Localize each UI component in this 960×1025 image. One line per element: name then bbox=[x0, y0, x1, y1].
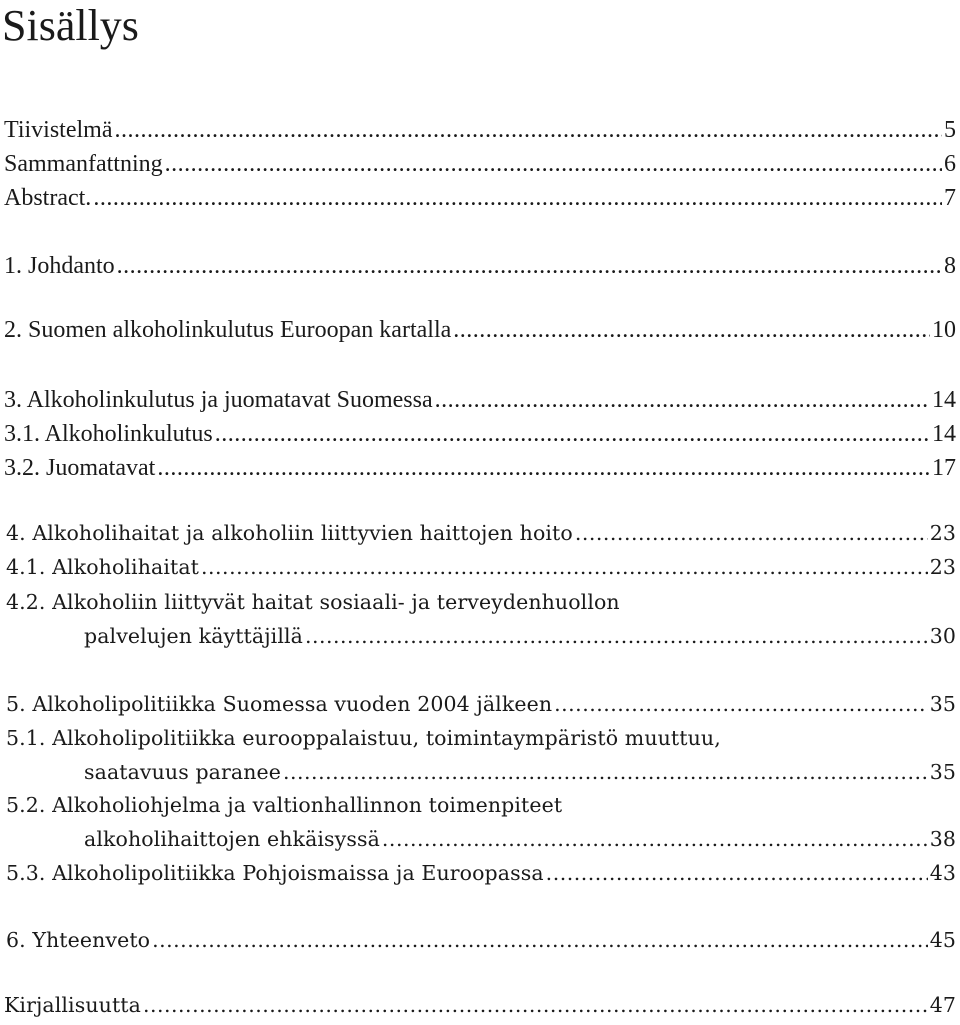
toc-entry-section-5-1[interactable] bbox=[84, 755, 956, 789]
dot-leader bbox=[546, 856, 928, 890]
toc-entry-section-5-2-first-line[interactable]: 5.2. Alkoholiohjelma ja valtionhallinnon toimenpiteet bbox=[6, 793, 563, 817]
toc-entry-page: 17 bbox=[932, 455, 956, 481]
toc-entry-section-4-1[interactable] bbox=[6, 550, 956, 584]
toc-entry-chapter-3[interactable] bbox=[4, 383, 956, 417]
toc-entry-chapter-6[interactable] bbox=[6, 923, 956, 957]
toc-entry-section-4-2[interactable] bbox=[84, 619, 956, 653]
toc-entry-label: Abstract. bbox=[4, 185, 92, 211]
toc-entry-page: 6 bbox=[944, 151, 956, 177]
toc-entry-page: 14 bbox=[932, 421, 956, 447]
toc-entry-page: 14 bbox=[932, 387, 956, 413]
toc-entry-label: 5.3. Alkoholipolitiikka Pohjoismaissa ja Euroopassa bbox=[6, 861, 544, 885]
toc-entry-label: 6. Yhteenveto bbox=[6, 928, 151, 952]
dot-leader bbox=[575, 516, 928, 550]
toc-entry-label: Sammanfattning bbox=[4, 151, 163, 177]
toc-entry-page: 23 bbox=[929, 555, 956, 579]
dot-leader bbox=[143, 988, 928, 1022]
toc-entry-label: Kirjallisuutta bbox=[4, 993, 141, 1017]
toc-entry-sammanfattning[interactable] bbox=[4, 147, 956, 181]
dot-leader bbox=[554, 687, 928, 721]
toc-entry-label: saatavuus paranee bbox=[84, 760, 281, 784]
toc-entry-section-5-2[interactable] bbox=[84, 822, 956, 856]
toc-entry-section-3-2[interactable] bbox=[4, 451, 956, 485]
toc-entry-page: 8 bbox=[944, 253, 956, 279]
toc-entry-kirjallisuutta[interactable] bbox=[4, 988, 956, 1022]
toc-entry-page: 23 bbox=[929, 521, 956, 545]
dot-leader bbox=[114, 113, 942, 147]
toc-entry-page: 35 bbox=[929, 760, 956, 784]
dot-leader bbox=[165, 147, 942, 181]
toc-entry-tiivistelma[interactable] bbox=[4, 113, 956, 147]
dot-leader bbox=[283, 755, 928, 789]
dot-leader bbox=[453, 313, 930, 347]
dot-leader bbox=[152, 923, 928, 957]
toc-entry-label: 5. Alkoholipolitiikka Suomessa vuoden 2004 jälkeen bbox=[6, 692, 553, 716]
dot-leader bbox=[435, 383, 930, 417]
toc-entry-section-4-2-first-line[interactable]: 4.2. Alkoholiin liittyvät haitat sosiaali- ja terveydenhuollon bbox=[6, 590, 620, 614]
toc-entry-page: 7 bbox=[944, 185, 956, 211]
toc-entry-label: 3.1. Alkoholinkulutus bbox=[4, 421, 213, 447]
toc-entry-page: 47 bbox=[929, 993, 956, 1017]
toc-entry-label: palvelujen käyttäjillä bbox=[84, 624, 303, 648]
dot-leader bbox=[201, 550, 928, 584]
toc-entry-johdanto[interactable] bbox=[4, 249, 956, 283]
toc-entry-section-3-1[interactable] bbox=[4, 417, 956, 451]
toc-entry-label: alkoholihaittojen ehkäisyssä bbox=[84, 827, 380, 851]
toc-entry-chapter-2[interactable] bbox=[4, 313, 956, 347]
toc-entry-chapter-5[interactable] bbox=[6, 687, 956, 721]
toc-entry-page: 45 bbox=[929, 928, 956, 952]
dot-leader bbox=[93, 181, 942, 215]
dot-leader bbox=[215, 417, 930, 451]
toc-entry-label: 2. Suomen alkoholinkulutus Euroopan kartalla bbox=[4, 317, 452, 343]
toc-entry-label: 1. Johdanto bbox=[4, 253, 115, 279]
dot-leader bbox=[157, 451, 930, 485]
toc-entry-label: 4.1. Alkoholihaitat bbox=[6, 555, 199, 579]
toc-entry-section-5-1-first-line[interactable]: 5.1. Alkoholipolitiikka eurooppalaistuu, toimintaympäristö muuttuu, bbox=[6, 726, 721, 750]
toc-entry-page: 30 bbox=[929, 624, 956, 648]
dot-leader bbox=[305, 619, 928, 653]
dot-leader bbox=[382, 822, 928, 856]
toc-entry-abstract[interactable] bbox=[4, 181, 956, 215]
toc-entry-section-5-3[interactable] bbox=[6, 856, 956, 890]
dot-leader bbox=[117, 249, 942, 283]
toc-entry-label: 3. Alkoholinkulutus ja juomatavat Suomessa bbox=[4, 387, 433, 413]
toc-entry-page: 38 bbox=[929, 827, 956, 851]
toc-entry-label: Tiivistelmä bbox=[4, 117, 113, 143]
toc-entry-chapter-4[interactable] bbox=[6, 516, 956, 550]
toc-entry-page: 43 bbox=[929, 861, 956, 885]
toc-entry-page: 5 bbox=[944, 117, 956, 143]
toc-entry-page: 10 bbox=[932, 317, 956, 343]
toc-entry-label: 4. Alkoholihaitat ja alkoholiin liittyvien haittojen hoito bbox=[6, 521, 573, 545]
toc-entry-page: 35 bbox=[929, 692, 956, 716]
page-title: Sisällys bbox=[2, 1, 139, 50]
toc-entry-label: 3.2. Juomatavat bbox=[4, 455, 156, 481]
